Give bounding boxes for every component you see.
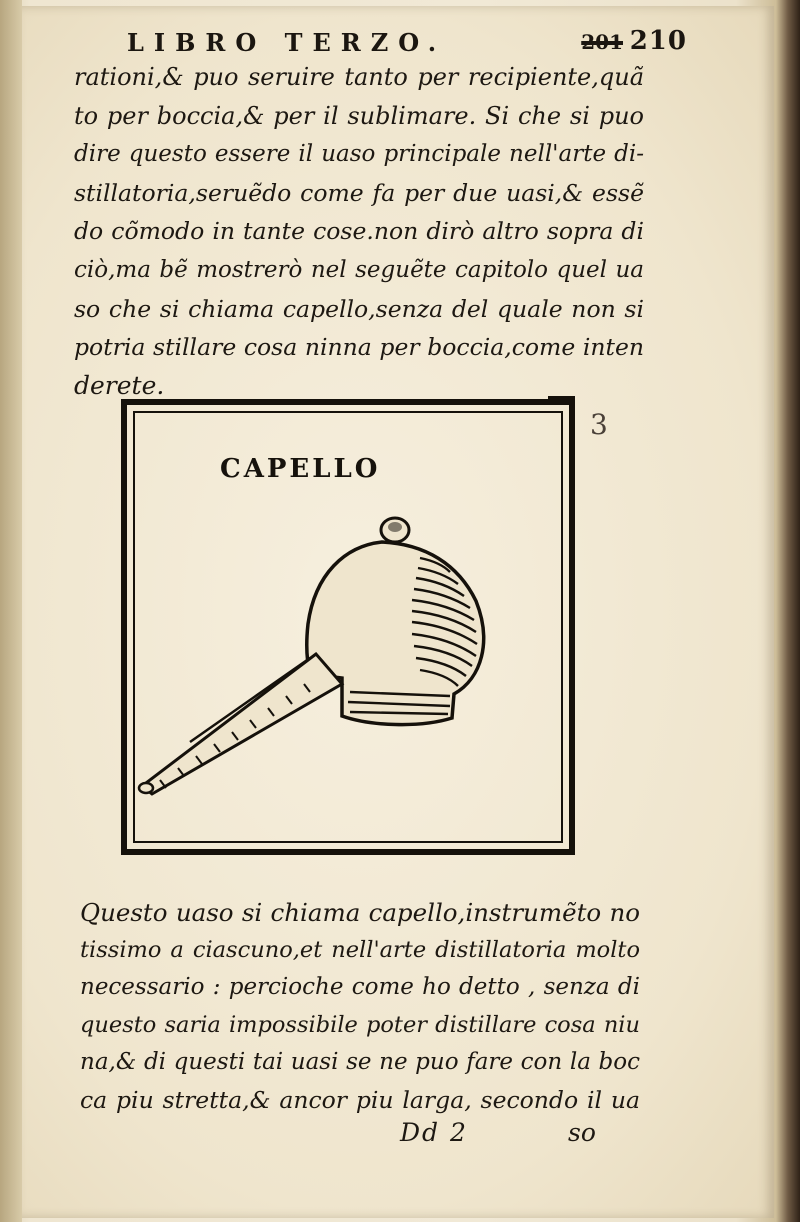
text-line: potria stillare cosa ninna per boccia,come inten — [74, 333, 644, 362]
figure-caption: CAPELLO — [220, 454, 381, 484]
struck-folio-number: 201 — [581, 30, 623, 54]
text-line: necessario : percioche come ho detto , senza di — [80, 974, 640, 1001]
text-line: do cõmodo in tante cose.non dirò altro sopra di — [74, 217, 644, 246]
catchword: so — [568, 1118, 596, 1147]
folio-number: 210 — [629, 26, 687, 56]
paragraph-bottom — [80, 894, 640, 1120]
signature-mark: Dd 2 — [400, 1118, 468, 1147]
handwritten-margin-mark: 3 — [590, 408, 608, 441]
text-line: to per boccia,& per il sublimare. Si che si puo — [74, 101, 644, 130]
text-line: derete. — [74, 370, 165, 400]
woodcut-figure — [120, 396, 576, 858]
text-line: so che si chiama capello,senza del quale non si — [74, 294, 644, 323]
text-line: Questo uaso si chiama capello,instrumẽto no — [80, 898, 640, 927]
text-line: ciò,ma bẽ mostrerò nel seguẽte capitolo quel ua — [74, 256, 644, 283]
text-line: tissimo a ciascuno,et nell'arte distillatoria molto — [80, 936, 640, 963]
text-line: ca piu stretta,& ancor piu larga, secondo il ua — [80, 1085, 640, 1114]
paragraph-top — [74, 58, 644, 405]
text-line: dire questo essere il uaso principale nell'arte di- — [74, 141, 644, 168]
text-line: rationi,& puo seruire tanto per recipiente,quã — [74, 63, 644, 91]
running-head: LIBRO TERZO. — [127, 28, 447, 57]
text-line: questo saria impossibile poter distillare cosa niu — [80, 1011, 640, 1038]
text-line: stillatoria,seruẽdo come fa per due uasi,& essẽ — [74, 178, 644, 207]
facing-page-edge — [0, 0, 22, 1222]
book-page — [22, 6, 774, 1218]
text-line: na,& di questi tai uasi se ne puo fare con la boc — [80, 1049, 640, 1076]
